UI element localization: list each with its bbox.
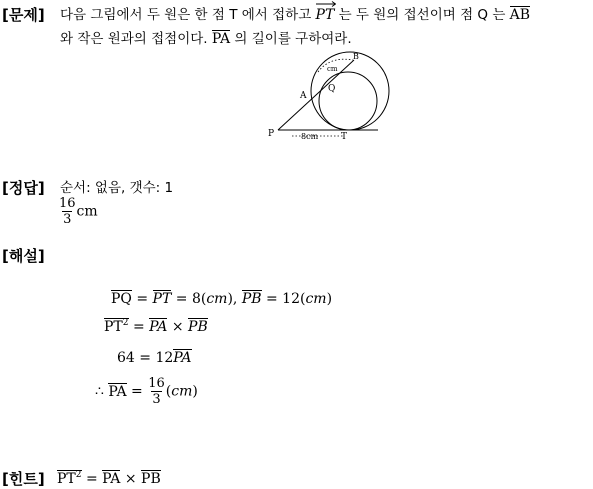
sol2-eq: = — [128, 319, 150, 335]
segment-pa: PA — [211, 31, 231, 47]
sol3-lhs: 64 — [117, 350, 135, 366]
seg-pa-3: PA — [173, 350, 192, 366]
sol2-times: × — [167, 319, 189, 335]
answer-value — [58, 196, 98, 227]
seg-pb-2: PB — [188, 319, 208, 335]
sol4-fraction — [147, 376, 166, 407]
geometry-figure — [262, 50, 392, 146]
problem-text-1a: 다음 그림에서 두 원은 한 점 T 에서 접하고 — [60, 7, 316, 23]
seg-pq: PQ — [111, 291, 132, 307]
vector-pt-text: PT — [315, 7, 335, 23]
answer-unit: cm — [76, 203, 98, 220]
problem-text-2b: 의 길이를 구하여라. — [230, 31, 352, 47]
sol1-mid2: ), — [227, 291, 242, 307]
answer-numerator: 16 — [59, 196, 76, 211]
hint-lhs: PT — [57, 471, 76, 487]
label-q: Q — [328, 84, 336, 94]
hint-eq: = — [81, 471, 103, 487]
small-circle — [319, 72, 377, 130]
problem-line-2 — [60, 30, 352, 48]
label-p: P — [268, 129, 275, 139]
sol2-lhs: PT — [104, 319, 123, 335]
answer-denominator: 3 — [63, 212, 72, 227]
sol1-mid: = 8( — [171, 291, 207, 307]
problem-text-1b: 는 두 원의 접선이며 점 Q 는 — [334, 7, 510, 23]
problem-line-1 — [60, 6, 530, 24]
therefore-symbol: ∴ — [95, 383, 109, 400]
vector-pt — [316, 8, 335, 22]
solution-line-4 — [95, 376, 198, 407]
hint-label: [힌트] — [2, 470, 45, 488]
seg-pt-squared — [104, 318, 129, 334]
hint-seg-pb: PB — [141, 471, 161, 487]
hint-sup: 2 — [75, 470, 82, 480]
solution-line-2 — [104, 318, 208, 336]
sol4-eq: = — [126, 383, 148, 400]
sol1-eq: = — [131, 291, 153, 307]
label-t: T — [341, 132, 348, 142]
solution-line-1 — [111, 290, 332, 308]
answer-fraction — [58, 196, 77, 227]
label-cm-bottom: 8cm — [301, 132, 319, 141]
seg-pa-4: PA — [108, 383, 127, 400]
sol4-unit: cm — [171, 383, 193, 400]
sol4-numerator: 16 — [148, 376, 165, 391]
label-b: B — [353, 52, 359, 61]
answer-meta: 순서: 없음, 갯수: 1 — [60, 180, 174, 196]
seg-pb: PB — [241, 291, 262, 307]
vector-arrow-icon — [316, 1, 336, 7]
sol1-unit1: cm — [206, 291, 228, 307]
hint-times: × — [120, 471, 142, 487]
hint-formula — [57, 470, 161, 488]
sol1-end: ) — [326, 291, 333, 307]
solution-label: [해설] — [2, 247, 45, 265]
sol4-paren-close: ) — [192, 383, 198, 400]
problem-label: [문제] — [2, 6, 45, 24]
seg-pt: PT — [152, 291, 172, 307]
sol2-sup: 2 — [122, 318, 129, 328]
answer-label: [정답] — [2, 179, 45, 197]
problem-text-2a: 와 작은 원과의 접점이다. — [60, 31, 212, 47]
seg-pa-2: PA — [149, 319, 168, 335]
hint-seg-pt-squared — [57, 470, 82, 486]
secant-line — [278, 60, 354, 130]
sol1-mid3: = 12( — [261, 291, 306, 307]
label-a: A — [300, 91, 307, 101]
sol1-unit2: cm — [305, 291, 327, 307]
hint-seg-pa: PA — [102, 471, 121, 487]
solution-line-3 — [117, 349, 192, 367]
sol4-paren-open: ( — [165, 383, 172, 400]
sol4-denominator: 3 — [152, 392, 161, 407]
segment-ab: AB — [509, 7, 531, 23]
sol3-eq: = 12 — [134, 350, 174, 366]
label-cm-top: cm — [327, 65, 338, 73]
